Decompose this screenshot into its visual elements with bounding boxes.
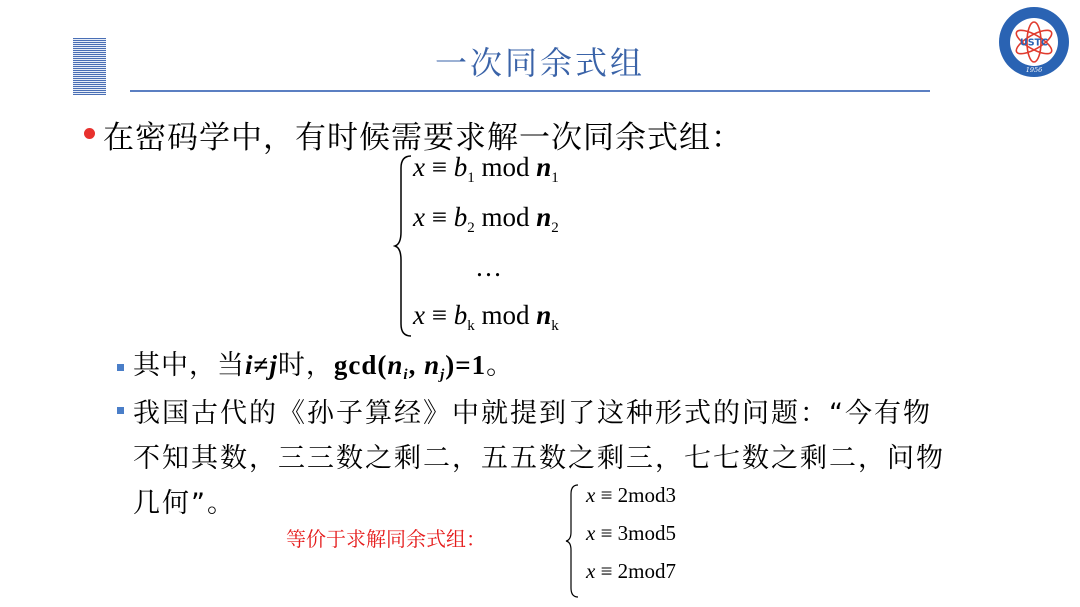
- slide-title: 一次同余式组: [434, 44, 645, 82]
- sub-bullet-2-line-2: 不知其数，三三数之剩二，五五数之剩三，七七数之剩二，问物: [133, 443, 945, 474]
- example-congruence-3: x ≡ 2mod7: [586, 559, 677, 583]
- example-congruence-2: x ≡ 3mod5: [586, 521, 677, 545]
- sub-bullet-2-line-1: 我国古代的《孙子算经》中就提到了这种形式的问题：“今有物: [133, 398, 932, 429]
- sub-bullet-2-marker: [117, 407, 124, 414]
- ustc-logo-icon: [998, 6, 1070, 78]
- congruence-ellipsis: …: [475, 252, 502, 282]
- congruence-line-2: $x \equiv b_2$ mod $n_2$: [413, 202, 559, 236]
- main-bullet-text: 在密码学中，有时候需要求解一次同余式组：: [103, 120, 743, 156]
- title-underline: [130, 90, 930, 92]
- main-bullet-dot: [84, 128, 95, 139]
- sub-bullet-2-line-3: 几何”。: [133, 488, 236, 519]
- example-brace-icon: [562, 482, 582, 600]
- sub-bullet-1-text: 其中，当i≠j时，$\gcd(n_i$, $n_j)=1$。: [133, 350, 515, 383]
- equivalent-system-label: 等价于求解同余式组：: [286, 527, 486, 551]
- congruence-line-1: $x \equiv b_1$ mod $n_1$: [413, 152, 559, 186]
- logo-center-text: USTC: [1019, 37, 1049, 49]
- congruence-line-k: $x \equiv b_k$ mod $n_k$: [413, 300, 559, 334]
- sub-bullet-1-marker: [117, 364, 124, 371]
- logo-year: 1956: [1025, 66, 1043, 74]
- example-congruence-1: x ≡ 2mod3: [586, 483, 677, 507]
